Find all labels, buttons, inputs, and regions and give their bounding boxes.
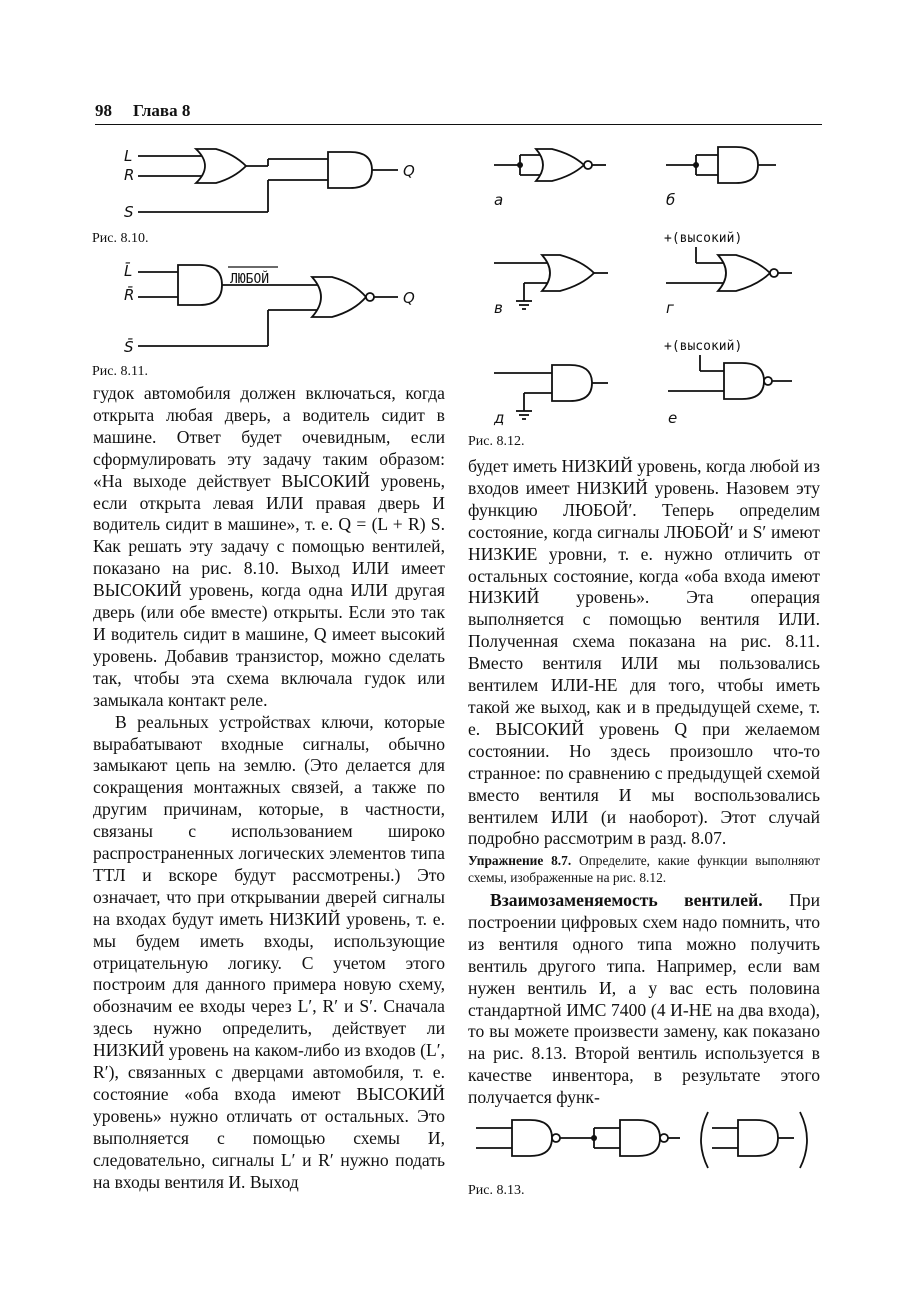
exercise-title: Упражнение 8.7. [468, 853, 572, 868]
fig-8-12-gate-d [494, 365, 608, 419]
figure-8-13 [476, 1110, 821, 1175]
right-column-section [468, 890, 820, 1109]
fig-8-12-label-a: а [494, 191, 504, 209]
page-number: 98 [95, 101, 112, 120]
right-paragraph-1: будет иметь НИЗКИЙ уровень, когда любой из входов имеет НИЗКИЙ уровень. Назовем эту функцию ЛЮБОЙ′. Теперь определим состояние, когда сигналы ЛЮБОЙ′ и S′ имеют НИЗКИЕ уровни, т. е. нужно отличить от остальных состояние, когда «оба входа имеют НИЗКИЙ уровень». Эта операция выполняется с помощью вентиля ИЛИ. Полученная схема показана на рис. 8.11. Вместо вентиля ИЛИ мы пользовались вентилем ИЛИ-НЕ для того, чтобы иметь такой же выход, как и в предыдущей схеме, т. е. ВЫСОКИЙ уровень Q при желаемом состоянии. Но здесь произошло что-то странное: по сравнению с предыдущей схемой вместо вентиля И мы воспользовались вентилем ИЛИ (и наоборот). Этот случай подробно рассмотрим в разд. 8.07. [468, 456, 820, 849]
left-paragraph-2: В реальных устройствах ключи, которые вырабатывают входные сигналы, обычно замыкают цепь на землю. (Это делается для сокращения монтажных связей, а также по другим причинам, которые, в частности, связаны с использованием широко распространенных логических элементов типа ТТЛ и вскоре будут рассмотрены.) Это означает, что при открывании дверей сигналы на входах будут иметь НИЗКИЙ уровень, т. е. мы будем иметь входы, использующие отрицательную логику. С учетом этого построим для данного примера новую схему, обозначим ее входы через L′, R′ и S′. Сначала здесь нужно определить, действует ли НИЗКИЙ уровень на каком-либо из входов (L′, R′), связанных с дверцами автомобиля, т. е. состояние «оба входа имеют ВЫСОКИЙ уровень» нужно отличать от остальных. Это выполняется с помощью схемы И, следовательно, сигналы L′ и R′ нужно подать на входы вентиля И. Выход [93, 711, 445, 1192]
left-column [93, 383, 445, 1194]
page-header [95, 100, 822, 125]
figure-8-11 [118, 255, 428, 360]
fig-8-12-gate-e [668, 355, 792, 399]
fig-8-11-caption: Рис. 8.11. [92, 364, 148, 379]
figure-8-10 [118, 140, 428, 230]
fig-8-12-gate-g [666, 247, 792, 291]
fig-8-13-nand-2 [591, 1120, 680, 1156]
fig-8-12-label-d: д [494, 409, 505, 427]
fig-8-12-label-e: е [668, 409, 678, 427]
fig-8-12-caption: Рис. 8.12. [468, 434, 525, 449]
exercise-8-7 [468, 852, 820, 886]
fig-8-13-caption: Рис. 8.13. [468, 1183, 525, 1198]
fig-8-12-high-label-e: +(высокий) [664, 339, 743, 354]
fig-8-13-equivalent-and [701, 1112, 807, 1168]
fig-8-12-gate-v [494, 255, 608, 309]
fig-8-12-label-v: в [494, 299, 503, 317]
left-paragraph-1: гудок автомобиля должен включаться, когда открыта любая дверь, а водитель сидит в машине. Ответ будет очевидным, если сформулировать эту задачу таким образом: «На выходе действует ВЫСОКИЙ уровень, если открыта левая ИЛИ правая дверь И водитель сидит в машине», т. е. Q = (L + R) S. Как решать эту задачу с помощью вентилей, показано на рис. 8.10. Выход ИЛИ имеет ВЫСОКИЙ уровень, когда одна ИЛИ другая дверь (или обе вместе) открыты. Если это так И водитель сидит в машине, Q имеет высокий уровень. Добавив транзистор, можно сделать так, чтобы эта схема включала гудок или замыкала контакт реле. [93, 383, 445, 710]
fig-8-12-high-label-g: +(высокий) [664, 231, 743, 246]
fig-8-12-gate-a [494, 149, 606, 181]
fig-8-11-input-s: S̄ [124, 338, 134, 356]
fig-8-10-output-q: Q [403, 162, 415, 180]
fig-8-12-label-g: г [666, 299, 674, 317]
fig-8-13-nand-1 [476, 1120, 594, 1156]
exercise-text: Определите, какие функции выполняют схемы, изображенные на рис. 8.12. [468, 853, 820, 885]
fig-8-10-input-l: L [124, 147, 133, 165]
right-column-main [468, 456, 820, 850]
section-text: При построении цифровых схем надо помнить, что из вентиля одного типа можно получить вентиль другого типа. Например, если вам нужен вентиль И, а у вас есть половина стандартной ИМС 7400 (4 И-НЕ на два входа), то вы можете произвести замену, как показано на рис. 8.13. Второй вентиль используется в качестве инвентора, в результате этого получается функ- [468, 890, 820, 1108]
chapter-title: Глава 8 [133, 101, 191, 120]
section-title: Взаимозаменяемость вентилей. [490, 890, 763, 910]
fig-8-11-input-l: L̄ [124, 262, 133, 280]
fig-8-11-wire-label: ЛЮБОЙ [230, 272, 270, 287]
fig-8-12-label-b: б [666, 191, 676, 209]
fig-8-11-output-q: Q [403, 289, 415, 307]
fig-8-11-input-r: R̄ [124, 286, 135, 304]
fig-8-12-gate-b [666, 147, 776, 183]
fig-8-10-caption: Рис. 8.10. [92, 231, 149, 246]
fig-8-10-input-s: S [124, 203, 134, 221]
figure-8-12 [478, 135, 818, 435]
fig-8-10-input-r: R [124, 166, 135, 184]
